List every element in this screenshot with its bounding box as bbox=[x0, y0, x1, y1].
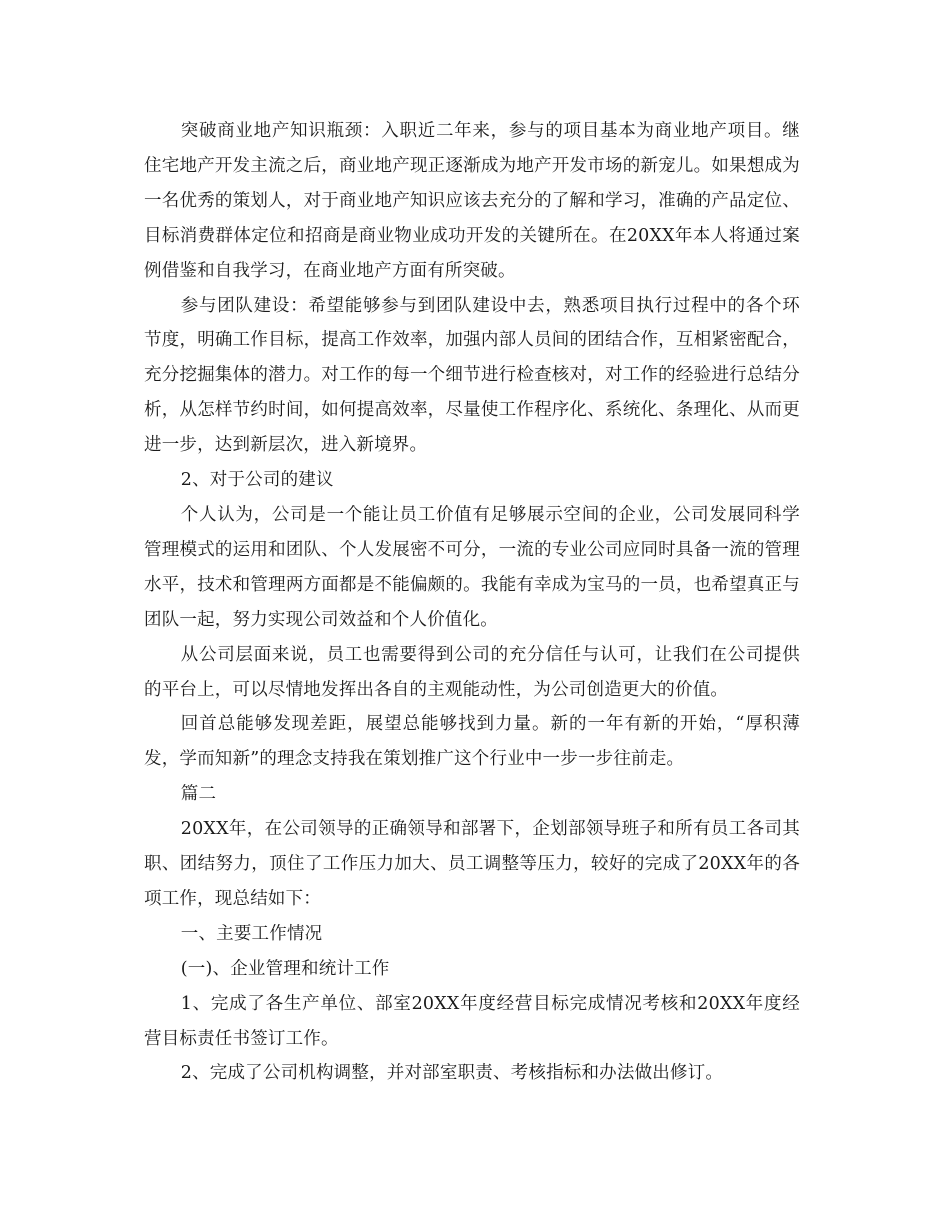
paragraph-commercial-realestate: 突破商业地产知识瓶颈：入职近二年来，参与的项目基本为商业地产项目。继住宅地产开发主流之后，商业地产现正逐渐成为地产开发市场的新宠儿。如果想成为一名优秀的策划人，对于商业地产知识应该去充分的了解和学习，准确的产品定位、目标消费群体定位和招商是商业物业成功开发的关键所在。在20XX年本人将通过案例借鉴和自我学习，在商业地产方面有所突破。 bbox=[144, 121, 800, 281]
list-item-1: 1、完成了各生产单位、部室20XX年度经营目标完成情况考核和20XX年度经营目标责任书签订工作。 bbox=[144, 993, 800, 1049]
list-item-2: 2、完成了公司机构调整，并对部室职责、考核指标和办法做出修订。 bbox=[180, 1063, 724, 1084]
paragraph-team-building: 参与团队建设：希望能够参与到团队建设中去，熟悉项目执行过程中的各个环节度，明确工作目标，提高工作效率，加强内部人员间的团结合作，互相紧密配合，充分挖掘集体的潜力。对工作的每一个细节进行检查核对，对工作的经验进行总结分析，从怎样节约时间，如何提高效率，尽量使工作程序化、系统化、条理化、从而更进一步，达到新层次，进入新境界。 bbox=[144, 295, 800, 456]
section-heading-main-work: 一、主要工作情况 bbox=[180, 923, 323, 944]
section-heading-part-two: 篇二 bbox=[180, 784, 217, 805]
subsection-heading-enterprise-management: (一)、企业管理和统计工作 bbox=[180, 958, 390, 979]
paragraph-personal-view: 个人认为，公司是一个能让员工价值有足够展示空间的企业，公司发展同科学管理模式的运用和团队、个人发展密不可分，一流的专业公司应同时具备一流的管理水平，技术和管理两方面都是不能偏颇的。我能有幸成为宝马的一员，也希望真正与团队一起，努力实现公司效益和个人价值化。 bbox=[144, 504, 800, 630]
paragraph-looking-back: 回首总能够发现差距，展望总能够找到力量。新的一年有新的开始，“厚积薄发，学而知新”的理念支持我在策划推广这个行业中一步一步往前走。 bbox=[144, 714, 800, 770]
section-heading-company-suggestions: 2、对于公司的建议 bbox=[180, 470, 334, 491]
paragraph-company-level: 从公司层面来说，员工也需要得到公司的充分信任与认可，让我们在公司提供的平台上，可以尽情地发挥出各自的主观能动性，为公司创造更大的价值。 bbox=[144, 644, 800, 700]
paragraph-year-summary: 20XX年，在公司领导的正确领导和部署下，企划部领导班子和所有员工各司其职、团结努力，顶住了工作压力加大、员工调整等压力，较好的完成了20XX年的各项工作，现总结如下： bbox=[144, 819, 800, 909]
